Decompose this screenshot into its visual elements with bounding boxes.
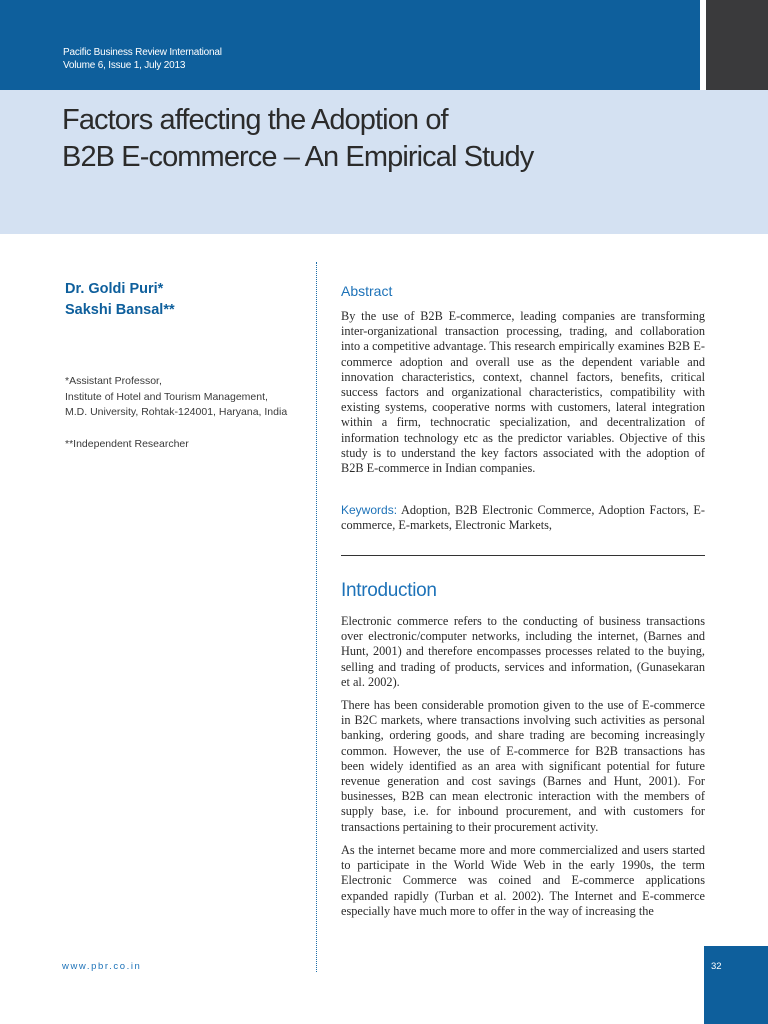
journal-issue: Volume 6, Issue 1, July 2013 [63, 60, 186, 71]
author-2: Sakshi Bansal** [65, 302, 175, 318]
affiliation-2: **Independent Researcher [65, 438, 189, 450]
affiliation-1 [65, 374, 287, 421]
introduction-paragraph-1: Electronic commerce refers to the conducting of business transactions over electronic/computer networks, including the internet, (Barnes and Hunt, 2001) and therefore encompasses processes related to the buying, selling and trading of products, services and information, (Gunasekaran et al. 2002). [341, 614, 705, 689]
header-bar [0, 0, 700, 90]
affiliation-1-line-2: Institute of Hotel and Tourism Management, [65, 390, 268, 403]
footer-url[interactable]: www.pbr.co.in [62, 961, 142, 972]
author-1: Dr. Goldi Puri* [65, 281, 164, 297]
article-title-line-1: Factors affecting the Adoption of [62, 104, 448, 136]
keywords-label: Keywords: [341, 503, 398, 517]
introduction-paragraph-2: There has been considerable promotion given to the use of E-commerce in B2C markets, where transactions involving such activities as personal banking, ordering goods, and share trading are becoming increasingly common. However, the use of E-commerce for B2B transactions has been widely identified as an area with significant potential for future revenue generation and cost savings (Barnes and Hunt, 2001). For businesses, B2B can mean electronic interaction with the members of supply base, i.e. for inbound procurement, and with customers for transactions pertaining to their procurement activity. [341, 698, 705, 834]
introduction-paragraph-3: As the internet became more and more commercialized and users started to participate in the World Wide Web in the early 1990s, the term Electronic Commerce was coined and E-commerce applications expanded rapidly (Turban et al. 2002). The Internet and E-commerce especially have much more to offer in the way of increasing the [341, 843, 705, 918]
column-divider [316, 262, 317, 972]
keywords-text: Adoption, B2B Electronic Commerce, Adoption Factors, E-commerce, E-markets, Electronic Markets, [341, 503, 705, 533]
page-number: 32 [711, 961, 722, 972]
abstract-text: By the use of B2B E-commerce, leading companies are transforming inter-organizational transaction processing, trading, and collaboration into a competitive advantage. This research empirically examines B2B E-commerce adoption and overall use as the dependent variable and innovation characteristics, context, channel factors, benefits, critical success factors and organizational characteristics, compatibility with existing systems, cooperative norms with customers, lateral integration within a firm, technocratic specialization, and decentralization of information technology etc as the predictor variables. Objective of this study is to understand the key factors associated with the adoption of B2B E-commerce in Indian companies. [341, 309, 705, 476]
page-number-box [704, 946, 768, 1024]
header-dark-block [700, 0, 768, 90]
abstract-heading: Abstract [341, 283, 393, 299]
affiliation-1-line-3: M.D. University, Rohtak-124001, Haryana, India [65, 406, 288, 418]
keywords [341, 503, 705, 533]
introduction-heading: Introduction [341, 580, 437, 601]
journal-name: Pacific Business Review International [63, 47, 222, 58]
affiliation-1-line-1: *Assistant Professor, [65, 375, 162, 387]
article-title-line-2: B2B E-commerce – An Empirical Study [62, 141, 534, 173]
section-rule [341, 555, 705, 556]
